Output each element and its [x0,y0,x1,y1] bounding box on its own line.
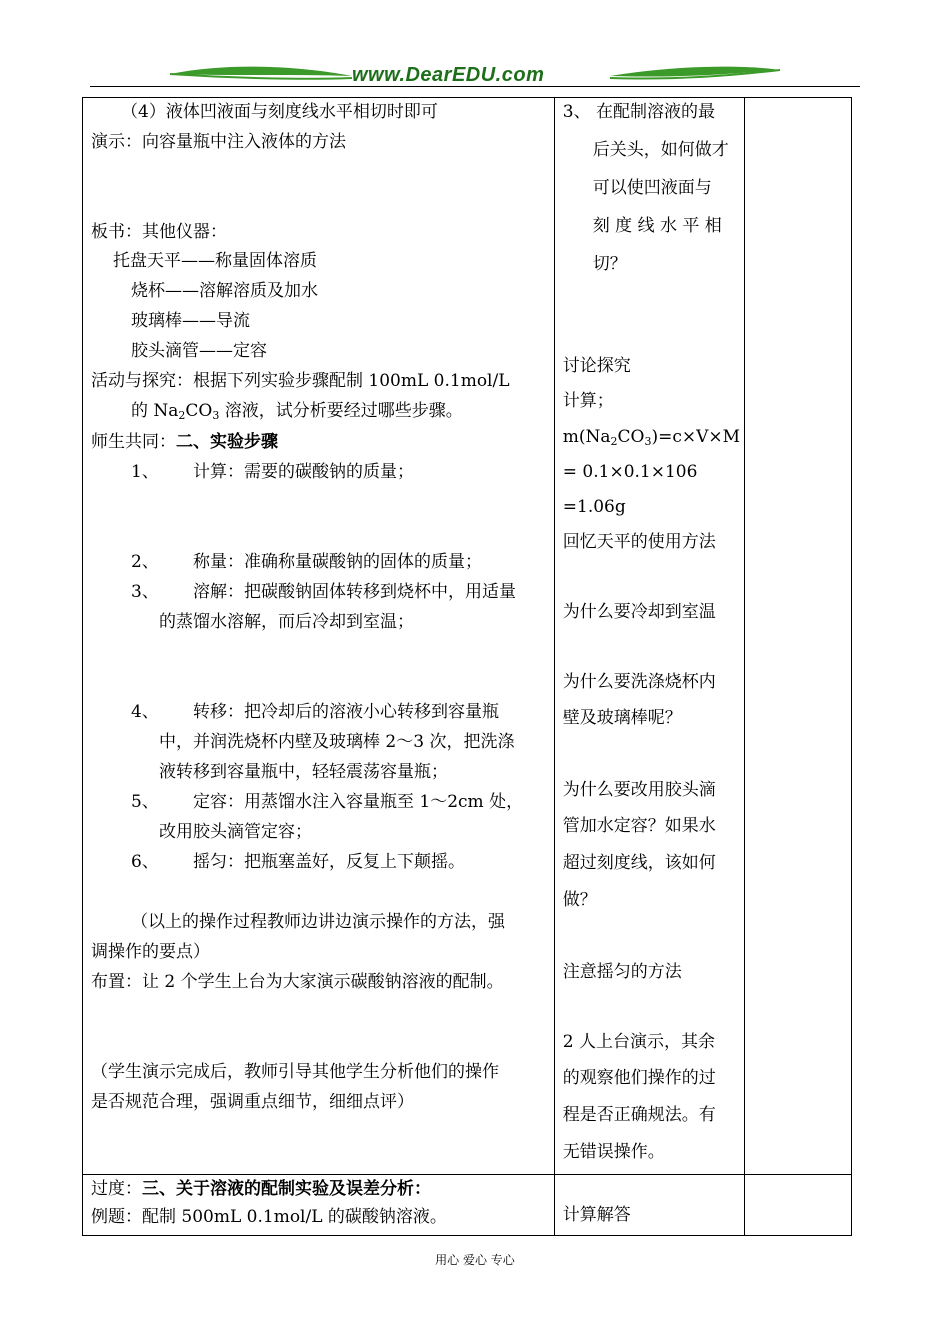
step-text: 中，并润洗烧杯内壁及玻璃棒 2～3 次，把洗涤 [159,732,515,752]
text-line: 为什么要改用胶头滴 [562,780,716,800]
text-line: 是否规范合理，强调重点细节，细细点评） [91,1092,414,1112]
text-line: 为什么要洗涤烧杯内 [562,672,716,692]
text-line: 3、 在配制溶液的最 [562,102,715,122]
text-line [131,401,463,426]
blank-cell [745,1175,852,1236]
text-line: （4）液体凹液面与刻度线水平相切时即可 [121,102,438,122]
left-cell-section3 [83,1175,555,1236]
text-line [563,427,740,452]
text-span: CO [185,401,213,421]
text-span: 的 Na [131,401,179,421]
subscript: 3 [212,409,220,422]
step-number: 6、 [131,852,159,872]
text-line: （以上的操作过程教师边讲边演示操作的方法，强 [131,912,505,932]
right-cell-main [554,98,745,1175]
step-text: 称量：准确称量碳酸钠的固体的质量； [193,552,482,572]
text-line: 回忆天平的使用方法 [562,532,716,552]
text-span: m(Na [562,427,611,447]
text-line: （学生演示完成后，教师引导其他学生分析他们的操作 [91,1062,499,1082]
lesson-table [82,97,852,1236]
text-line: 2 人上台演示，其余 [562,1032,715,1052]
text-line: 程是否正确规法。有 [562,1105,716,1125]
text-line: 活动与探究：根据下列实验步骤配制 100mL 0.1mol/L [91,371,510,391]
left-cell-main [83,98,555,1175]
page-footer: 用心 爱心 专心 [435,1253,515,1267]
step-text: 液转移到容量瓶中，轻轻震荡容量瓶； [159,762,448,782]
text-line: 例题：配制 500mL 0.1mol/L 的碳酸钠溶液。 [91,1207,447,1227]
text-line [91,432,278,452]
text-span: CO [617,427,645,447]
text-line: 计算解答 [562,1205,631,1225]
step-text: 转移：把冷却后的溶液小心转移到容量瓶 [193,702,499,722]
subscript: 2 [178,409,186,422]
section-heading: 三、关于溶液的配制实验及误差分析： [142,1179,431,1199]
text-span: 溶液，试分析要经过哪些步骤。 [219,401,463,421]
text-line: 胶头滴管——定容 [131,341,267,361]
text-line: =1.06g [562,497,626,517]
step-text: 的蒸馏水溶解，而后冷却到室温； [159,612,414,632]
header-rule [90,86,860,87]
section-heading: 二、实验步骤 [176,432,278,452]
step-number: 2、 [131,552,159,572]
subscript: 2 [610,435,618,448]
text-line: 管加水定容？如果水 [562,816,716,836]
step-number: 1、 [131,462,159,482]
right-cell-section3 [554,1175,745,1236]
text-line: 烧杯——溶解溶质及加水 [131,281,318,301]
step-text: 改用胶头滴管定容； [159,822,312,842]
step-number: 4、 [131,702,159,722]
text-line: 后关头，如何做才 [592,140,729,160]
table-row [83,1175,852,1236]
text-line: 调操作的要点） [91,942,210,962]
text-span: )=c×V×M [651,427,741,447]
blank-cell [745,98,852,1175]
header-site-text: www.DearEDU.com [352,64,545,86]
text-span: 过度： [91,1179,142,1199]
text-line: 做？ [562,890,597,910]
step-text: 溶解：把碳酸钠固体转移到烧杯中，用适量 [193,582,516,602]
step-text: 摇匀：把瓶塞盖好，反复上下颠摇。 [193,852,465,872]
text-line: 演示：向容量瓶中注入液体的方法 [91,132,346,152]
step-number: 5、 [131,792,159,812]
text-line: 切？ [592,254,627,274]
text-line: 超过刻度线，该如何 [562,853,716,873]
text-line: 壁及玻璃棒呢？ [562,708,682,728]
text-line: 讨论探究 [562,356,631,376]
text-line [91,1179,431,1199]
site-header-banner [90,60,860,92]
text-line: 为什么要冷却到室温 [562,602,716,622]
text-span: 师生共同： [91,432,176,452]
text-line: 可以使凹液面与 [592,178,712,198]
text-line: 注意摇匀的方法 [562,962,682,982]
step-text: 定容：用蒸馏水注入容量瓶至 1～2cm 处， [193,792,524,812]
table-row [83,98,852,1175]
text-line: 刻 度 线 水 平 相 [592,216,722,236]
text-line: 托盘天平——称量固体溶质 [113,251,317,271]
text-line: 板书：其他仪器： [91,222,227,242]
text-line: 玻璃棒——导流 [131,311,250,331]
subscript: 3 [644,435,652,448]
step-number: 3、 [131,582,159,602]
text-line: 布置：让 2 个学生上台为大家演示碳酸钠溶液的配制。 [91,972,504,992]
text-line: 计算； [562,391,614,411]
text-line: = 0.1×0.1×106 [562,462,698,482]
step-text: 计算：需要的碳酸钠的质量； [193,462,414,482]
text-line: 的观察他们操作的过 [562,1068,716,1088]
text-line: 无错误操作。 [562,1142,665,1162]
